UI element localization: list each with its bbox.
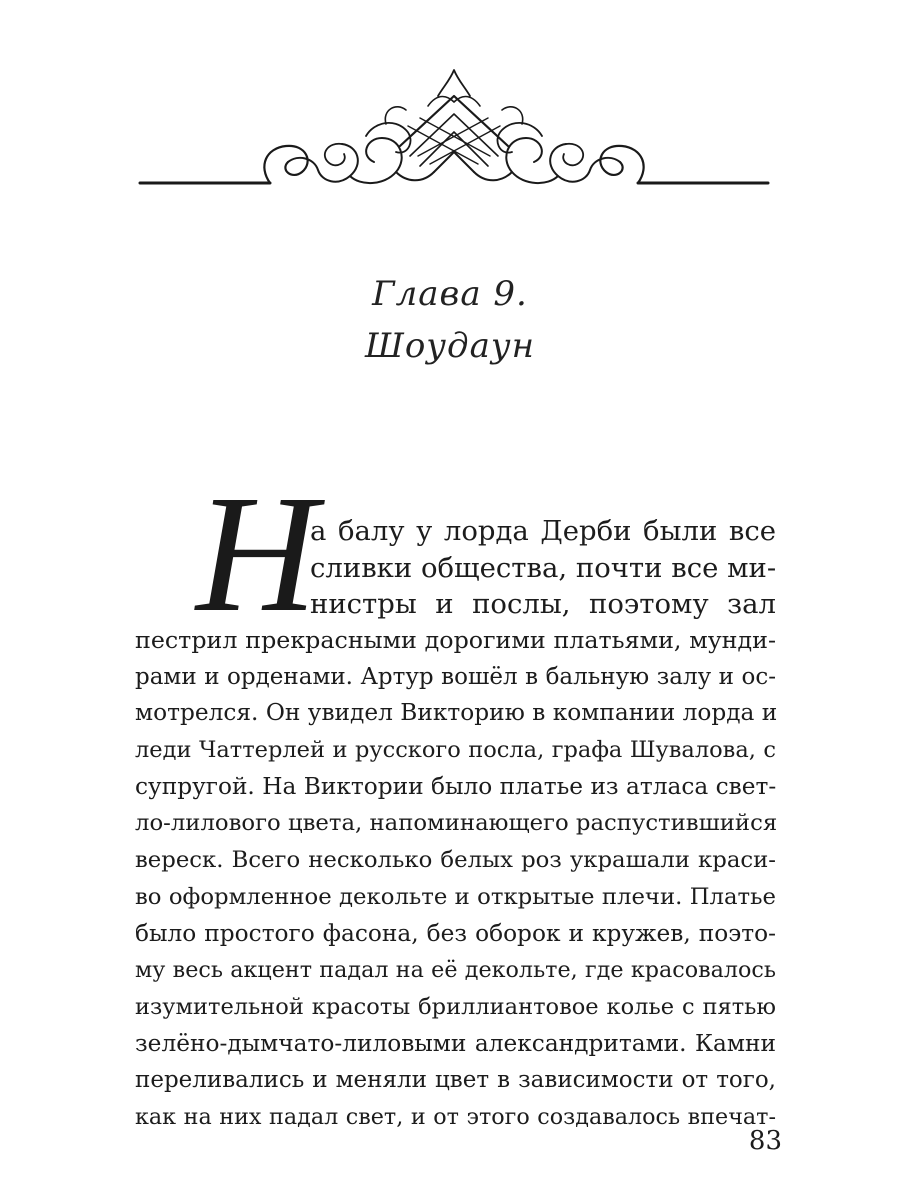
text-line: сливки общества, почти все ми-: [310, 551, 777, 584]
text-line: му весь акцент падал на её декольте, где красовалось: [135, 957, 776, 984]
text-line: было простого фасона, без оборок и кружев, поэто-: [135, 919, 776, 947]
text-line: мотрелся. Он увидел Викторию в компании лорда и: [135, 699, 778, 727]
text-line: рами и орденами. Артур вошёл в бальную залу и ос-: [135, 663, 776, 690]
chapter-heading: [0, 268, 900, 372]
text-line: как на них падал свет, и от этого создавалось впечат-: [135, 1103, 776, 1130]
chapter-title: Шоудаун: [365, 326, 535, 366]
text-line: зелёно-дымчато-лиловыми александритами. Камни: [135, 1029, 776, 1057]
decorative-scroll-ornament-icon: [138, 66, 770, 200]
text-line: нистры и послы, поэтому зал: [310, 588, 776, 621]
chapter-number: Глава 9.: [372, 274, 528, 314]
text-line: а балу у лорда Дерби были все: [310, 515, 776, 547]
text-line: супругой. На Виктории было платье из атласа свет-: [135, 772, 777, 800]
text-line: во оформленное декольте и открытые плечи. Платье: [135, 883, 776, 910]
text-line: леди Чаттерлей и русского посла, графа Шувалова, с: [135, 737, 776, 764]
text-line: вереск. Всего несколько белых роз украшали краси-: [135, 847, 776, 874]
text-line: переливались и меняли цвет в зависимости от того,: [135, 1067, 776, 1094]
page-number: 83: [748, 1126, 782, 1156]
first-paragraph-opening: [310, 513, 776, 623]
text-line: изумительной красоты бриллиантовое колье с пятью: [135, 993, 776, 1020]
text-line: пестрил прекрасными дорогими платьями, мунди-: [135, 626, 776, 654]
text-line: ло-лилового цвета, напоминающего распустившийся: [135, 810, 778, 837]
body-text: [135, 622, 776, 1136]
drop-cap-letter: Н: [196, 461, 318, 647]
